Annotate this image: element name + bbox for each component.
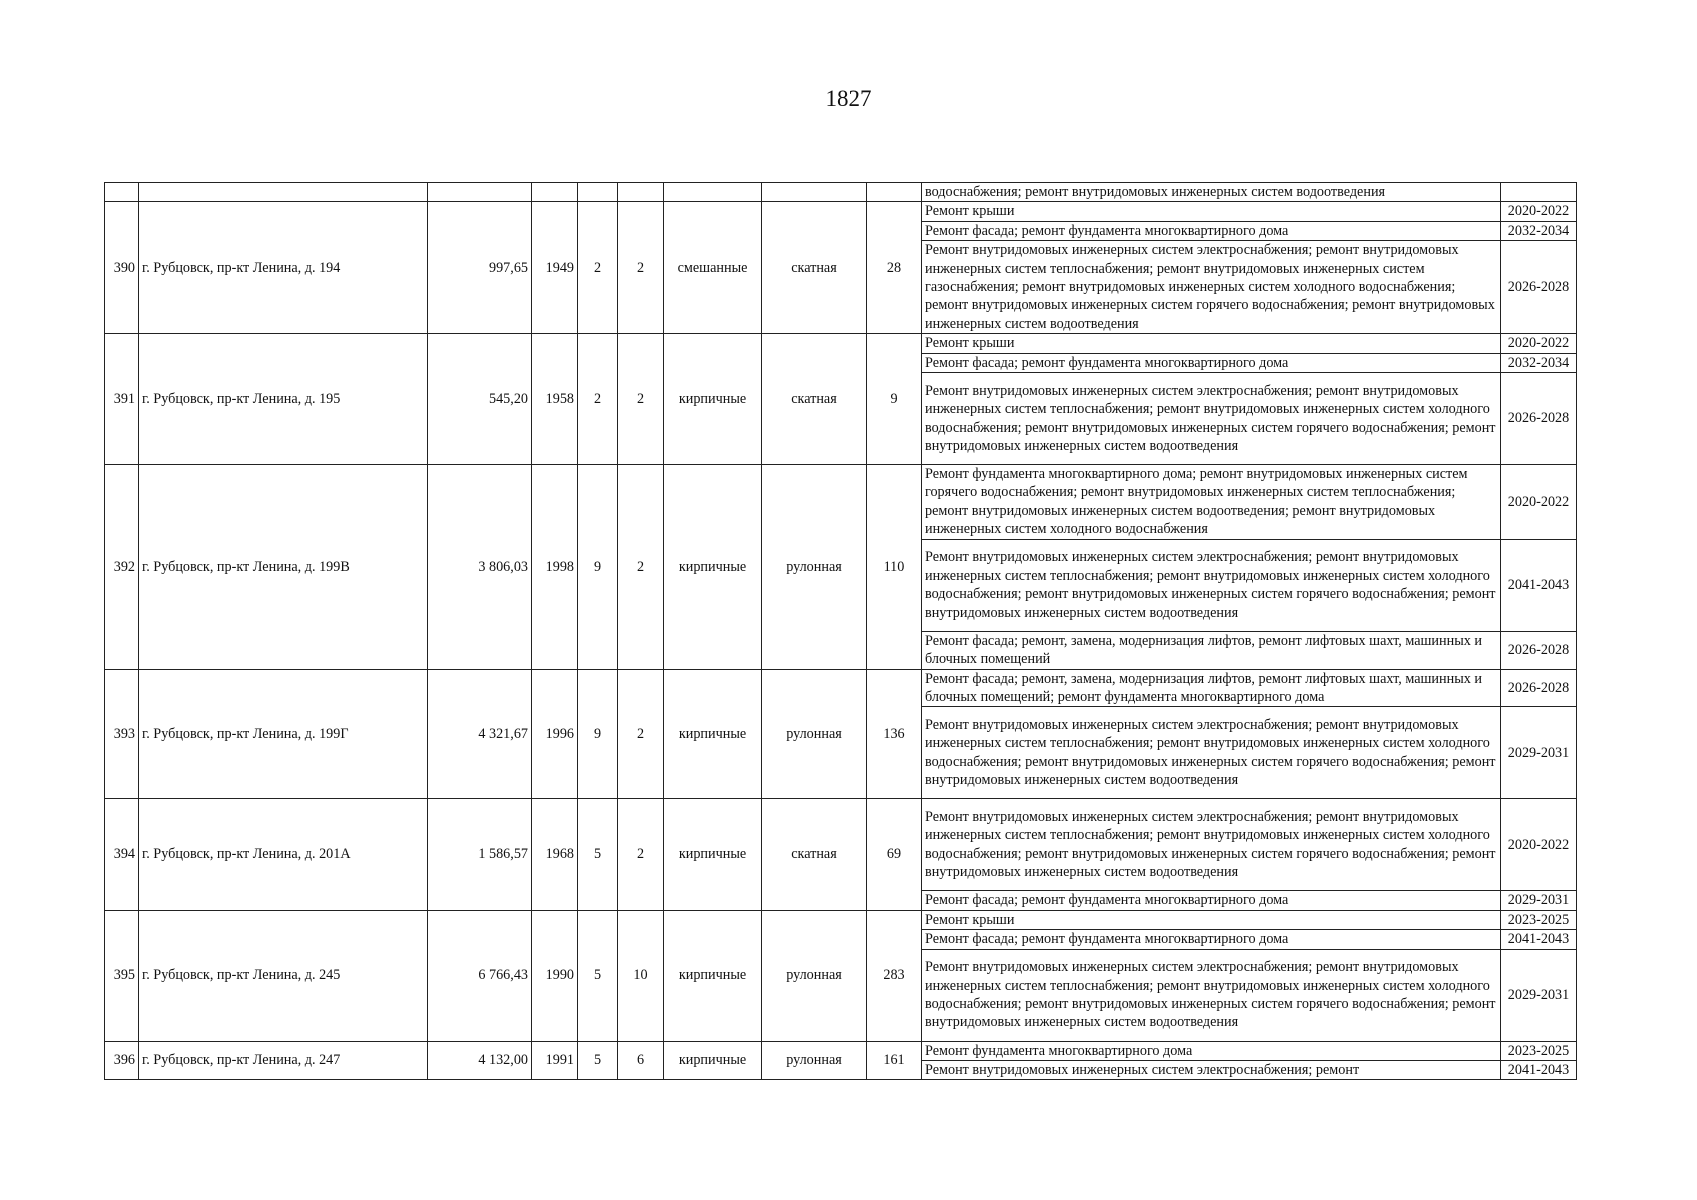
cell-empty	[428, 183, 532, 202]
row-number: 392	[105, 465, 139, 669]
work-period: 2032-2034	[1501, 353, 1577, 372]
table-row	[105, 202, 1577, 221]
table-row	[105, 669, 1577, 707]
entrance-count: 2	[618, 669, 664, 799]
roof-type: рулонная	[762, 465, 867, 669]
row-number: 393	[105, 669, 139, 799]
build-year: 1991	[532, 1041, 578, 1080]
work-period: 2029-2031	[1501, 891, 1577, 910]
work-period: 2020-2022	[1501, 799, 1577, 891]
work-description: Ремонт внутридомовых инженерных систем электроснабжения; ремонт внутридомовых инженерных систем теплоснабжения; ремонт внутридомовых инженерных систем холодного водоснабжения; ремонт внутридомовых инженерных систем горячего водоснабжения; ремонт внутридомовых инженерных систем водоотведения	[922, 373, 1501, 465]
work-description: Ремонт внутридомовых инженерных систем электроснабжения; ремонт внутридомовых инженерных систем теплоснабжения; ремонт внутридомовых инженерных систем газоснабжения; ремонт внутридомовых инженерных систем холодного водоснабжения; ремонт внутридомовых инженерных систем горячего водоснабжения; ремонт внутридомовых инженерных систем водоотведения	[922, 241, 1501, 334]
total-area: 1 586,57	[428, 799, 532, 910]
cell-empty	[664, 183, 762, 202]
build-year: 1996	[532, 669, 578, 799]
work-period: 2020-2022	[1501, 465, 1577, 540]
floor-count: 2	[578, 334, 618, 465]
address: г. Рубцовск, пр-кт Ленина, д. 201А	[139, 799, 428, 910]
work-description: Ремонт крыши	[922, 202, 1501, 221]
floor-count: 5	[578, 799, 618, 910]
work-period: 2041-2043	[1501, 1060, 1577, 1079]
total-area: 4 321,67	[428, 669, 532, 799]
address: г. Рубцовск, пр-кт Ленина, д. 247	[139, 1041, 428, 1080]
roof-type: рулонная	[762, 910, 867, 1041]
work-description: Ремонт фасада; ремонт фундамента многоквартирного дома	[922, 353, 1501, 372]
wall-material: кирпичные	[664, 910, 762, 1041]
resident-count: 28	[867, 202, 922, 334]
address: г. Рубцовск, пр-кт Ленина, д. 195	[139, 334, 428, 465]
work-description: Ремонт внутридомовых инженерных систем электроснабжения; ремонт	[922, 1060, 1501, 1079]
resident-count: 110	[867, 465, 922, 669]
floor-count: 5	[578, 910, 618, 1041]
build-year: 1949	[532, 202, 578, 334]
work-period: 2041-2043	[1501, 930, 1577, 949]
work-description: Ремонт фасада; ремонт, замена, модернизация лифтов, ремонт лифтовых шахт, машинных и блочных помещений; ремонт фундамента многоквартирного дома	[922, 669, 1501, 707]
work-period: 2029-2031	[1501, 707, 1577, 799]
floor-count: 5	[578, 1041, 618, 1080]
work-description: Ремонт крыши	[922, 334, 1501, 353]
entrance-count: 6	[618, 1041, 664, 1080]
address: г. Рубцовск, пр-кт Ленина, д. 194	[139, 202, 428, 334]
work-description: Ремонт фасада; ремонт фундамента многоквартирного дома	[922, 930, 1501, 949]
work-period: 2029-2031	[1501, 949, 1577, 1041]
cell-empty	[578, 183, 618, 202]
work-period: 2026-2028	[1501, 631, 1577, 669]
address: г. Рубцовск, пр-кт Ленина, д. 245	[139, 910, 428, 1041]
repair-schedule-table	[104, 182, 1577, 1080]
resident-count: 136	[867, 669, 922, 799]
work-description: Ремонт фасада; ремонт фундамента многоквартирного дома	[922, 891, 1501, 910]
work-period: 2026-2028	[1501, 669, 1577, 707]
row-number: 396	[105, 1041, 139, 1080]
row-number: 390	[105, 202, 139, 334]
entrance-count: 2	[618, 799, 664, 910]
cell-empty	[105, 183, 139, 202]
work-period: 2023-2025	[1501, 910, 1577, 929]
work-period: 2020-2022	[1501, 202, 1577, 221]
table-row	[105, 1041, 1577, 1060]
work-period: 2026-2028	[1501, 241, 1577, 334]
work-description: Ремонт фундамента многоквартирного дома	[922, 1041, 1501, 1060]
work-period	[1501, 183, 1577, 202]
work-description: Ремонт фасада; ремонт фундамента многоквартирного дома	[922, 221, 1501, 240]
continuation-row	[105, 183, 1577, 202]
build-year: 1998	[532, 465, 578, 669]
cell-empty	[139, 183, 428, 202]
table-body	[105, 183, 1577, 1080]
total-area: 4 132,00	[428, 1041, 532, 1080]
table-row	[105, 910, 1577, 929]
build-year: 1958	[532, 334, 578, 465]
work-period: 2032-2034	[1501, 221, 1577, 240]
roof-type: скатная	[762, 799, 867, 910]
work-description: Ремонт крыши	[922, 910, 1501, 929]
work-period: 2041-2043	[1501, 539, 1577, 631]
table-row	[105, 799, 1577, 891]
work-description: Ремонт внутридомовых инженерных систем электроснабжения; ремонт внутридомовых инженерных систем теплоснабжения; ремонт внутридомовых инженерных систем холодного водоснабжения; ремонт внутридомовых инженерных систем горячего водоснабжения; ремонт внутридомовых инженерных систем водоотведения	[922, 539, 1501, 631]
row-number: 391	[105, 334, 139, 465]
work-period: 2023-2025	[1501, 1041, 1577, 1060]
wall-material: кирпичные	[664, 1041, 762, 1080]
wall-material: кирпичные	[664, 799, 762, 910]
wall-material: кирпичные	[664, 669, 762, 799]
work-period: 2026-2028	[1501, 373, 1577, 465]
work-description: Ремонт внутридомовых инженерных систем электроснабжения; ремонт внутридомовых инженерных систем теплоснабжения; ремонт внутридомовых инженерных систем холодного водоснабжения; ремонт внутридомовых инженерных систем горячего водоснабжения; ремонт внутридомовых инженерных систем водоотведения	[922, 707, 1501, 799]
resident-count: 283	[867, 910, 922, 1041]
wall-material: кирпичные	[664, 334, 762, 465]
wall-material: кирпичные	[664, 465, 762, 669]
work-description: Ремонт фундамента многоквартирного дома; ремонт внутридомовых инженерных систем горячего водоснабжения; ремонт внутридомовых инженерных систем теплоснабжения; ремонт внутридомовых инженерных систем водоотведения; ремонт внутридомовых инженерных систем холодного водоснабжения	[922, 465, 1501, 540]
table-row	[105, 334, 1577, 353]
total-area: 3 806,03	[428, 465, 532, 669]
work-period: 2020-2022	[1501, 334, 1577, 353]
wall-material: смешанные	[664, 202, 762, 334]
resident-count: 69	[867, 799, 922, 910]
table-row	[105, 465, 1577, 540]
total-area: 545,20	[428, 334, 532, 465]
work-description: Ремонт внутридомовых инженерных систем электроснабжения; ремонт внутридомовых инженерных систем теплоснабжения; ремонт внутридомовых инженерных систем холодного водоснабжения; ремонт внутридомовых инженерных систем горячего водоснабжения; ремонт внутридомовых инженерных систем водоотведения	[922, 799, 1501, 891]
entrance-count: 10	[618, 910, 664, 1041]
work-description: Ремонт внутридомовых инженерных систем электроснабжения; ремонт внутридомовых инженерных систем теплоснабжения; ремонт внутридомовых инженерных систем холодного водоснабжения; ремонт внутридомовых инженерных систем горячего водоснабжения; ремонт внутридомовых инженерных систем водоотведения	[922, 949, 1501, 1041]
resident-count: 9	[867, 334, 922, 465]
resident-count: 161	[867, 1041, 922, 1080]
address: г. Рубцовск, пр-кт Ленина, д. 199В	[139, 465, 428, 669]
floor-count: 9	[578, 465, 618, 669]
total-area: 997,65	[428, 202, 532, 334]
work-description: Ремонт фасада; ремонт, замена, модернизация лифтов, ремонт лифтовых шахт, машинных и блочных помещений	[922, 631, 1501, 669]
address: г. Рубцовск, пр-кт Ленина, д. 199Г	[139, 669, 428, 799]
build-year: 1968	[532, 799, 578, 910]
total-area: 6 766,43	[428, 910, 532, 1041]
roof-type: рулонная	[762, 669, 867, 799]
floor-count: 9	[578, 669, 618, 799]
work-description: водоснабжения; ремонт внутридомовых инженерных систем водоотведения	[922, 183, 1501, 202]
row-number: 395	[105, 910, 139, 1041]
entrance-count: 2	[618, 334, 664, 465]
cell-empty	[618, 183, 664, 202]
entrance-count: 2	[618, 202, 664, 334]
build-year: 1990	[532, 910, 578, 1041]
entrance-count: 2	[618, 465, 664, 669]
cell-empty	[867, 183, 922, 202]
cell-empty	[762, 183, 867, 202]
roof-type: скатная	[762, 202, 867, 334]
floor-count: 2	[578, 202, 618, 334]
row-number: 394	[105, 799, 139, 910]
page-number: 1827	[825, 86, 872, 111]
roof-type: скатная	[762, 334, 867, 465]
roof-type: рулонная	[762, 1041, 867, 1080]
cell-empty	[532, 183, 578, 202]
